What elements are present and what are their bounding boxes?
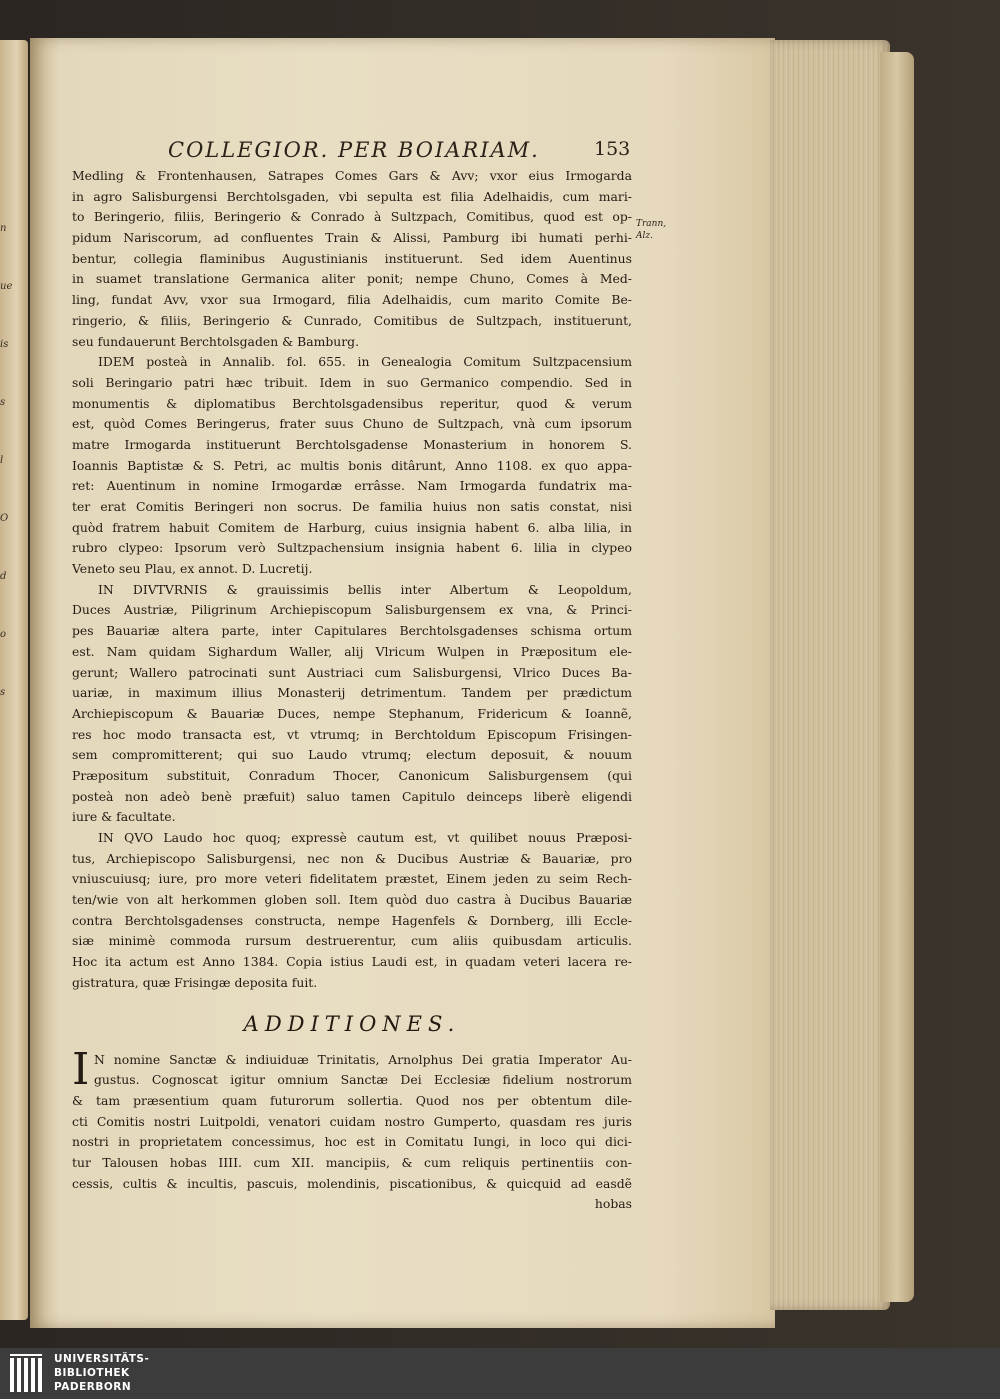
left-margin-fragment: ue (0, 281, 13, 292)
text-line: Duces Austriæ, Piligrinum Archiepiscopum Salisburgensem ex vna, & Princi- (72, 602, 632, 618)
page-fore-edge (770, 40, 890, 1310)
text-line: Veneto seu Plau, ex annot. D. Lucretij. (72, 561, 313, 577)
text-line: Medling & Frontenhausen, Satrapes Comes Gars & Avv; vxor eius Irmogarda (72, 168, 632, 183)
text-line: pes Bauariæ altera parte, inter Capitulares Berchtolsgadenses schisma ortum (72, 623, 632, 639)
text-line: vniuscuiusq; iure, pro more veteri fidelitatem præstet, Einem jeden zu seim Rech- (72, 871, 632, 887)
text-line: N nomine Sanctæ & indiuiduæ Trinitatis, Arnolphus Dei gratia Imperator Au- (94, 1051, 632, 1067)
text-line: ret: Auentinum in nomine Irmogardæ errâsse. Nam Irmogarda fundatrix ma- (72, 478, 632, 494)
library-name (54, 1352, 254, 1394)
text-line: tur Talousen hobas IIII. cum XII. mancipiis, & cum reliquis pertinentiis con- (72, 1154, 632, 1170)
text-line: est. Nam quidam Sighardum Waller, alij Vlricum Wulpen in Præpositum ele- (72, 643, 632, 659)
text-line: sem compromitterent; qui suo Laudo vtrumq; electum deposuit, & nouum (72, 747, 632, 763)
library-name-line: BIBLIOTHEK (54, 1367, 130, 1379)
marginal-note-line: Trann, (636, 219, 667, 229)
running-head: COLLEGIOR. PER BOIARIAM. (168, 138, 540, 162)
page-number: 153 (594, 138, 631, 160)
page-text (72, 166, 632, 1215)
left-margin-fragment: n (0, 223, 7, 234)
text-line: ten/wie von alt herkommen globen soll. Item quòd duo castra à Ducibus Bauariæ (72, 892, 632, 908)
text-line: contra Berchtolsgadenses constructa, nempe Hagenfels & Dornberg, illi Eccle- (72, 912, 632, 928)
text-line: cti Comitis nostri Luitpoldi, venatori cuidam nostro Gumperto, quasdam res juris (72, 1113, 632, 1129)
left-margin-fragment: l (0, 455, 4, 466)
text-line: nostri in proprietatem concessimus, hoc est in Comitatu Iungi, in loco qui dici- (72, 1134, 632, 1150)
text-line: IDEM posteà in Annalib. fol. 655. in Genealogia Comitum Sultzpacensium (98, 354, 632, 370)
text-line: IN DIVTVRNIS & grauissimis bellis inter Albertum & Leopoldum, (98, 581, 632, 597)
section-heading: ADDITIONES. (243, 1011, 461, 1036)
text-line: & tam præsentium quam futurorum sollertia. Quod nos per obtentum dile- (72, 1092, 632, 1108)
text-line: soli Beringario patri hæc tribuit. Idem in suo Germanico compendio. Sed in (72, 374, 632, 390)
text-line: est, quòd Comes Beringerus, frater suus Chuno de Sultzpach, vnà cum ipsorum (72, 416, 632, 432)
marginal-note-line: Alz. (636, 231, 653, 241)
text-line: siæ minimè commoda rursum destruerentur, cum aliis quibusdam articulis. (72, 933, 632, 949)
text-line: seu fundauerunt Berchtolsgaden & Bamburg. (72, 333, 360, 349)
text-line: ringerio, & filiis, Beringerio & Cunrado, Comitibus de Sultzpach, instituerunt, (72, 312, 632, 328)
library-footer (0, 1348, 1000, 1399)
text-line: rubro clypeo: Ipsorum verò Sultzpachensium insignia habent 6. lilia in clypeo (72, 540, 632, 556)
left-page-edge (0, 40, 28, 1320)
text-line: Ioannis Baptistæ & S. Petri, ac multis bonis ditârunt, Anno 1108. ex quo appa- (72, 457, 632, 473)
text-line: Præpositum substituit, Conradum Thocer, Canonicum Salisburgensem (qui (72, 767, 632, 783)
drop-cap: I (72, 1044, 90, 1095)
text-line: in suamet translatione Germanica aliter ponit; nempe Chuno, Comes à Med- (72, 271, 632, 287)
text-line: in agro Salisburgensi Berchtolsgaden, vbi sepulta est filia Adelhaidis, cum mari- (72, 188, 632, 204)
text-line: IN QVO Laudo hoc quoq; expressè cautum est, vt quilibet nouus Præposi- (98, 830, 632, 845)
marginal-note (636, 218, 676, 242)
text-line: cessis, cultis & incultis, pascuis, molendinis, piscationibus, & quicquid ad easdẽ (72, 1175, 632, 1191)
text-line: bentur, collegia flaminibus Augustinianis instituerunt. Sed idem Auentinus (72, 250, 632, 266)
text-line: to Beringerio, filiis, Beringerio & Conrado à Sultzpach, Comitibus, quod est op- (72, 209, 632, 225)
text-line: monumentis & diplomatibus Berchtolsgadensibus reperitur, quod & verum (72, 395, 632, 411)
left-margin-fragments (0, 200, 12, 722)
left-margin-fragment: O (0, 513, 9, 524)
left-margin-fragment: is (0, 339, 9, 350)
text-line: gistratura, quæ Frisingæ deposita fuit. (72, 974, 318, 990)
catchword: hobas (594, 1196, 632, 1212)
text-line: Hoc ita actum est Anno 1384. Copia istius Laudi est, in quadam veteri lacera re- (72, 954, 632, 970)
text-line: ling, fundat Avv, vxor sua Irmogard, filia Adelhaidis, cum marito Comite Be- (72, 292, 632, 308)
left-margin-fragment: o (0, 629, 7, 640)
text-line: uariæ, in maximum illius Monasterij detrimentum. Tandem per prædictum (72, 685, 632, 701)
book-cover-edge (880, 52, 914, 1302)
text-line: ter erat Comitis Beringeri non socrus. De familia huius non satis constat, nisi (72, 499, 632, 514)
text-line: gerunt; Wallero patrocinati sunt Austriaci cum Salisburgensi, Vlrico Duces Ba- (72, 664, 632, 680)
text-line: posteà non adeò benè præfuit) saluo tamen Capitulo deinceps liberè eligendi (72, 788, 632, 804)
text-line: tus, Archiepiscopo Salisburgensi, nec non & Ducibus Austriæ & Bauariæ, pro (72, 850, 632, 866)
text-line: pidum Nariscorum, ad confluentes Train & Alissi, Pamburg ibi humati perhi- (72, 230, 632, 246)
library-logo-icon (8, 1352, 48, 1396)
text-line: iure & facultate. (72, 809, 176, 825)
text-line: gustus. Cognoscat igitur omnium Sanctæ Dei Ecclesiæ fidelium nostrorum (94, 1072, 632, 1088)
left-margin-fragment: s (0, 397, 6, 408)
library-name-line: PADERBORN (54, 1381, 132, 1393)
text-line: quòd fratrem habuit Comitem de Harburg, cuius insignia habent 6. alba lilia, in (72, 519, 632, 535)
text-line: res hoc modo transacta est, vt vtrumq; in Berchtoldum Episcopum Frisingen- (72, 726, 632, 742)
text-line: matre Irmogarda instituerunt Berchtolsgadense Monasterium in honorem S. (72, 436, 632, 452)
text-line: Archiepiscopum & Bauariæ Duces, nempe Stephanum, Fridericum & Ioannẽ, (72, 705, 632, 721)
left-margin-fragment: s (0, 687, 6, 698)
left-margin-fragment: d (0, 571, 7, 582)
library-name-line: UNIVERSITÄTS- (54, 1353, 150, 1365)
